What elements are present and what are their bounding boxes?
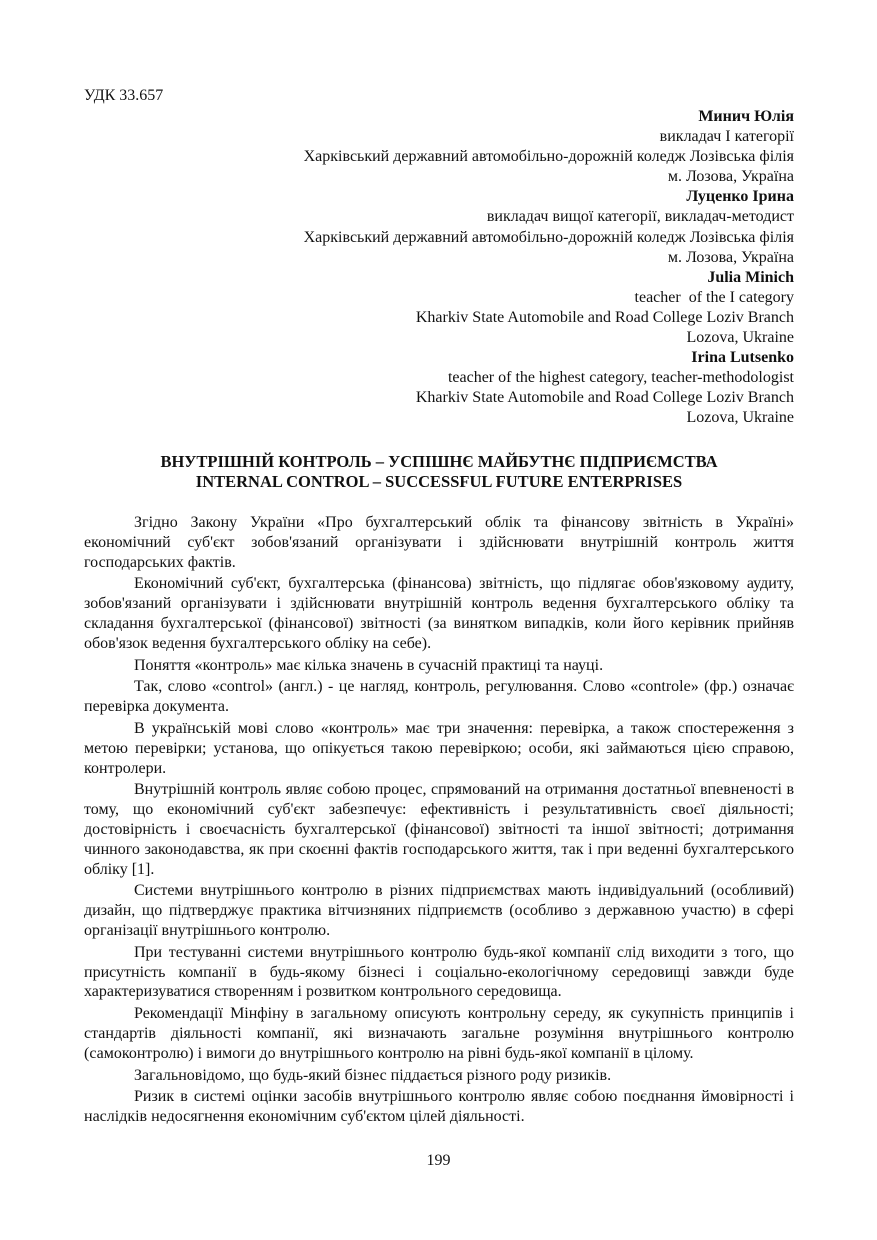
author-position: викладач вищої категорії, викладач-методист <box>486 208 794 226</box>
udc-code: УДК 33.657 <box>84 87 164 104</box>
author-position: викладач І категорії <box>659 128 794 146</box>
author-name: Julia Minich <box>707 268 794 286</box>
author-name: Минич Юлія <box>698 108 794 125</box>
author-position: teacher of the I category <box>634 288 794 306</box>
author-affiliation: Kharkiv State Automobile and Road College Loziv Branch <box>415 389 794 407</box>
author-location: м. Лозова, Україна <box>667 168 794 186</box>
author-location: Lozova, Ukraine <box>686 409 794 427</box>
author-block <box>74 107 794 429</box>
author-location: Lozova, Ukraine <box>686 329 794 347</box>
article-body <box>84 513 794 1129</box>
body-paragraph: Згідно Закону України «Про бухгалтерський облік та фінансову звітність в Україні» економічний суб'єкт зобов'язаний організувати і здійснювати внутрішній контроль життя господарських фактів. <box>84 514 794 571</box>
article-title-en: INTERNAL CONTROL – SUCCESSFUL FUTURE ENTERPRISES <box>195 472 683 491</box>
body-paragraph: Економічний суб'єкт, бухгалтерська (фінансова) звітність, що підлягає обов'язковому аудиту, зобов'язаний організувати і здійснювати внутрішній контроль ведення бухгалтерського обліку та складання бухгалтерської (фінансової) звітності (за винятком випадків, коли його керівник прийняв обов'язок ведення бухгалтерського обліку на себе). <box>84 575 794 652</box>
body-paragraph: Так, слово «control» (англ.) - це нагляд, контроль, регулювання. Слово «controle» (фр.) означає перевірка документа. <box>84 678 794 716</box>
article-title-ua: ВНУТРІШНІЙ КОНТРОЛЬ – УСПІШНЄ МАЙБУТНЄ ПІДПРИЄМСТВА <box>160 452 718 471</box>
body-paragraph: Поняття «контроль» має кілька значень в сучасній практиці та науці. <box>134 656 604 674</box>
author-position: teacher of the highest category, teacher-methodologist <box>447 369 794 387</box>
body-paragraph: Системи внутрішнього контролю в різних підприємствах мають індивідуальний (особливий) дизайн, що підтверджує практика вітчизняних підприємств (особливо з державною участю) в сфері організації внутрішнього контролю. <box>84 882 794 939</box>
author-location: м. Лозова, Україна <box>667 248 794 266</box>
body-paragraph: В українській мові слово «контроль» має три значення: перевірка, а також спостереження з метою перевірки; установа, що опікується такою перевіркою; особи, які займаються цією справою, контролери. <box>84 719 794 777</box>
body-paragraph: Рекомендації Мінфіну в загальному описують контрольну середу, як сукупність принципів і стандартів діяльності компанії, які визначають загальне розуміння внутрішнього контролю (самоконтролю) і вимоги до внутрішнього контролю на рівні будь-якої компанії в цілому. <box>84 1005 794 1062</box>
author-name: Луценко Ірина <box>686 188 794 206</box>
author-affiliation: Харківський державний автомобільно-дорожній коледж Лозівська філія <box>303 148 794 166</box>
author-affiliation: Харківський державний автомобільно-дорожній коледж Лозівська філія <box>303 228 794 246</box>
body-paragraph: При тестуванні системи внутрішнього контролю будь-якої компанії слід виходити з того, що присутність компанії в будь-якому бізнесі і соціально-екологічному середовищі завжди буде характеризуватися створенням і розвитком контрольного середовища. <box>84 943 794 1001</box>
page-number: 199 <box>426 1152 451 1169</box>
article-title-block <box>84 452 794 492</box>
body-paragraph: Внутрішній контроль являє собою процес, спрямований на отримання достатньої впевненості в тому, що економічний суб'єкт забезпечує: ефективність і результативність своєї діяльності; достовірність і своєчасність бухгалтерської (фінансової) звітності та іншої звітності; дотримання чинного законодавства, як при скоєнні фактів господарського життя, так і при веденні бухгалтерського обліку [1]. <box>84 781 794 878</box>
body-paragraph: Загальновідомо, що будь-який бізнес піддається різного роду ризиків. <box>134 1066 612 1084</box>
author-affiliation: Kharkiv State Automobile and Road College Loziv Branch <box>415 308 794 326</box>
author-name: Irina Lutsenko <box>691 349 794 367</box>
body-paragraph: Ризик в системі оцінки засобів внутрішнього контролю являє собою поєднання ймовірності і наслідків недосягнення економічним суб'єктом цілей діяльності. <box>84 1088 794 1126</box>
